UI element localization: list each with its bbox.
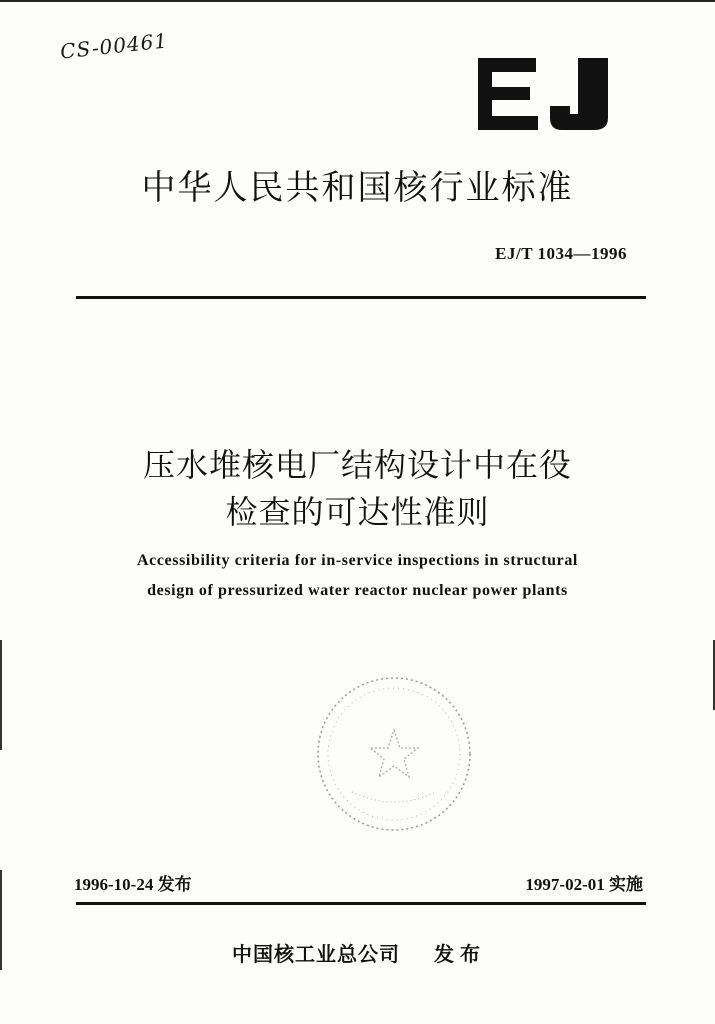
chinese-title-line-1: 压水堆核电厂结构设计中在役 xyxy=(142,446,572,484)
scan-left-edge xyxy=(0,640,2,750)
footer-rule xyxy=(76,902,646,905)
english-title-line-2: design of pressurized water reactor nuclear power plants xyxy=(147,582,568,599)
standard-code: EJ/T 1034—1996 xyxy=(495,244,627,263)
issue-date: 1996-10-24 发布 xyxy=(74,875,192,894)
publisher-name: 中国核工业总公司 xyxy=(232,942,400,966)
english-title-line-1: Accessibility criteria for in-service inspections in structural xyxy=(137,552,578,569)
ej-logo xyxy=(478,58,618,132)
scan-top-edge xyxy=(0,0,715,2)
scan-left-edge-lower xyxy=(0,870,2,970)
faded-seal-stamp xyxy=(312,672,476,836)
effective-date: 1997-02-01 实施 xyxy=(525,875,643,894)
chinese-title-line-2: 检查的可达性准则 xyxy=(225,493,490,531)
publisher-action: 发布 xyxy=(434,942,486,966)
handwritten-document-id: CS-00461 xyxy=(59,28,170,64)
header-rule xyxy=(76,296,646,299)
standard-category-title: 中华人民共和国核行业标准 xyxy=(141,168,574,208)
